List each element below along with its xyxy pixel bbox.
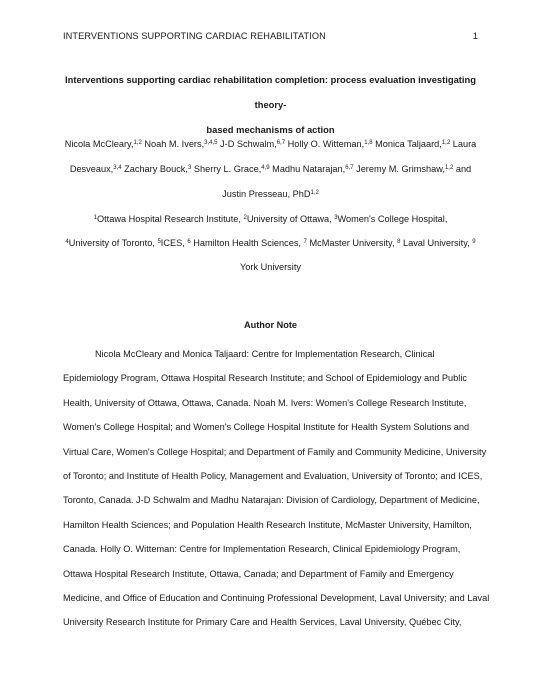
title-line: Interventions supporting cardiac rehabilitation completion: process evaluation investigating theory- [64,74,476,110]
running-head: INTERVENTIONS SUPPORTING CARDIAC REHABILITATION [63,31,326,41]
author: Sherry L. Grace,$^{4,9}$ [191,164,270,174]
author: Jeremy M. Grimshaw,$^{1,2}$ [353,164,454,174]
author-list [58,132,483,207]
affiliation: York University [240,262,301,272]
text-line: Nicola McCleary and Monica Taljaard: Centre for Implementation Research, Clinical [95,349,435,359]
affiliation: $^4$University of Toronto, [65,238,158,248]
running-header [63,31,478,41]
author: Zachary Bouck,$^3$ [121,164,192,174]
text-line: Health, University of Ottawa, Ottawa, Canada. Noah M. Ivers: Women's College Research Institute, [63,397,467,408]
text-line: Women's College Hospital; and Women's College Hospital Institute for Health System Solutions and [63,422,470,433]
text-line: Hamilton Health Sciences; and Population Health Research Institute, McMaster University, Hamilton, [63,519,472,530]
text-line: Ottawa Hospital Research Institute, Ottawa, Canada; and Department of Family and Emergency [63,568,454,579]
text-line: Medicine, and Office of Education and Continuing Professional Development, Laval University; and Laval [63,593,490,604]
author-note-heading: Author Note [243,320,298,330]
affiliation: 9 [472,239,476,245]
text-line: Canada. Holly O. Witteman: Centre for Implementation Research, Clinical Epidemiology Program, [63,544,461,555]
affiliation: $^5$ICES, [157,238,188,248]
author-note-body [63,342,490,635]
affiliation: $^1$Ottawa Hospital Research Institute, [93,214,244,224]
affiliation: $^8$ Laval University, [397,238,473,248]
paper-title [55,67,486,142]
author: and Justin Presseau, PhD$^{1,2}$ [222,164,472,199]
text-line: Epidemiology Program, Ottawa Hospital Research Institute; and School of Epidemiology and Public [63,373,467,384]
author: Noah M. Ivers,$^{3,4,5}$ [141,139,218,149]
affiliation: $^6$ Hamilton Health Sciences, [187,238,304,248]
author: Monica Taljaard,$^{1,2}$ [372,139,451,149]
author: Holly O. Witteman,$^{1,8}$ [285,139,373,149]
text-line: of Toronto; and Institute of Health Policy, Management and Evaluation, University of Toronto; and ICES, [63,471,483,482]
author: Nicola McCleary,$^{1,2}$ [64,139,142,149]
author: Madhu Natarajan,$^{6,7}$ [269,164,354,174]
affiliation: $^3$Women's College Hospital, [334,214,448,224]
text-line: Toronto, Canada. J-D Schwalm and Madhu Natarajan: Division of Cardiology, Department of Medicine, [63,495,480,506]
text-line: University Research Institute for Primary Care and Health Services, Laval University, Québec City, [63,617,462,628]
affiliation-list [58,207,483,279]
page-number: 1 [472,31,478,41]
affiliation: $^7$ McMaster University, [303,238,398,248]
affiliation: $^2$University of Ottawa, [243,214,335,224]
author: Laura Desveaux,$^{3,4}$ [69,139,477,174]
author: J-D Schwalm,$^{6,7}$ [217,139,286,149]
title-line: based mechanisms of action [206,124,335,135]
text-line: Virtual Care, Women's College Hospital; and Department of Family and Community Medicine, University [63,446,487,457]
